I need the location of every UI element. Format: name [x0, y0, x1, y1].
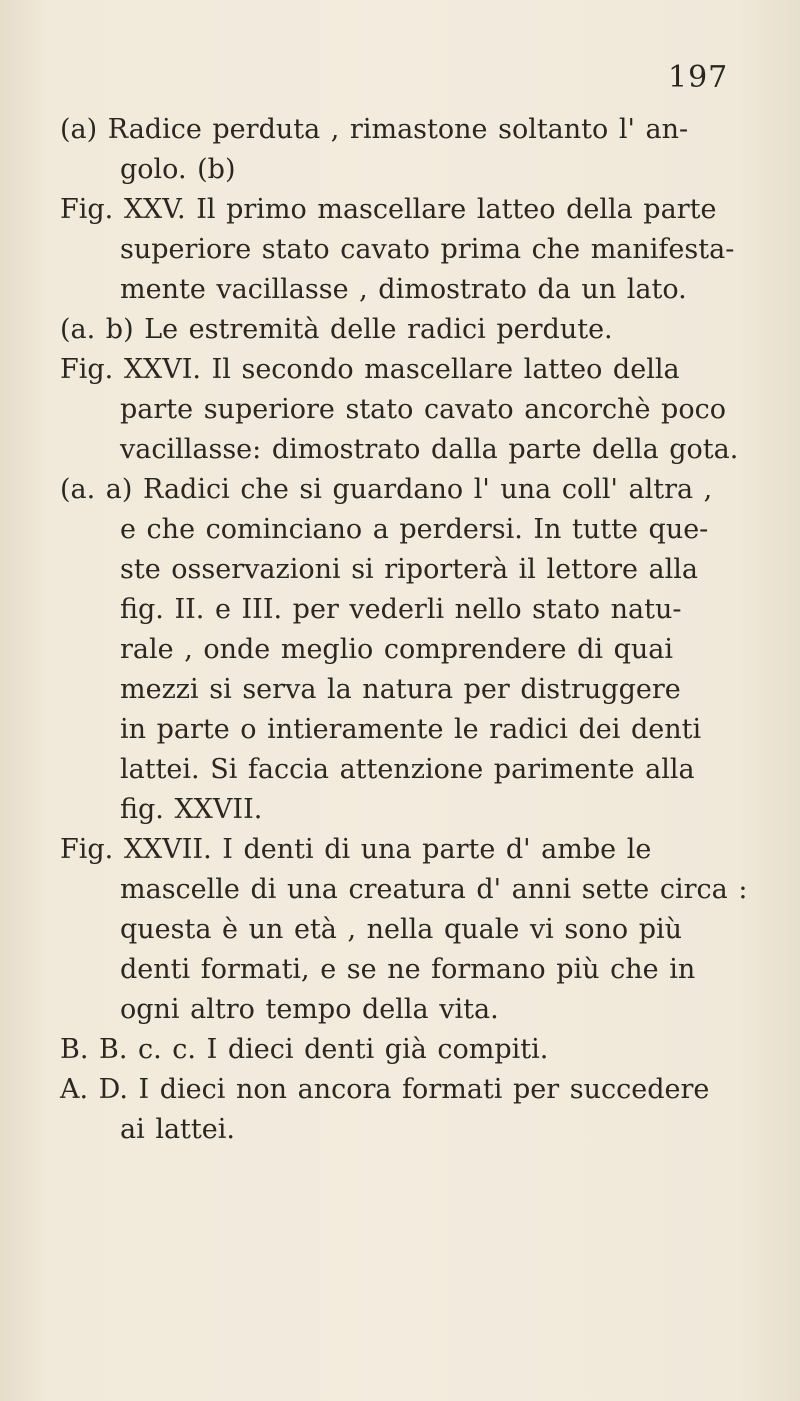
text-line-24: B. B. c. c. I dieci denti già compiti. — [60, 1034, 549, 1065]
text-line-21: questa è un età , nella quale vi sono più — [120, 914, 683, 945]
text-line-14: rale , onde meglio comprendere di quai — [120, 634, 674, 665]
page-text-block — [60, 110, 750, 1150]
text-line-12: ste osservazioni si riporterà il lettore alla — [120, 554, 699, 585]
text-line-8: parte superiore stato cavato ancorchè poco — [120, 394, 726, 425]
text-line-7: Fig. XXVI. Il secondo mascellare latteo della — [60, 354, 680, 385]
text-line-23: ogni altro tempo della vita. — [120, 994, 499, 1025]
text-line-25: A. D. I dieci non ancora formati per succedere — [60, 1074, 710, 1105]
text-line-18: fig. XXVII. — [120, 794, 263, 825]
text-line-20: mascelle di una creatura d' anni sette circa : — [120, 874, 748, 905]
page-number: 197 — [668, 60, 729, 95]
text-line-17: lattei. Si faccia attenzione parimente alla — [120, 754, 695, 785]
text-line-26: ai lattei. — [120, 1114, 235, 1145]
text-line-22: denti formati, e se ne formano più che in — [120, 954, 696, 985]
text-line-13: fig. II. e III. per vederli nello stato natu- — [120, 594, 682, 625]
text-line-10: (a. a) Radici che si guardano l' una coll' altra , — [60, 474, 713, 505]
text-line-2: golo. (b) — [120, 154, 236, 185]
text-line-5: mente vacillasse , dimostrato da un lato. — [120, 274, 687, 305]
text-line-3: Fig. XXV. Il primo mascellare latteo della parte — [60, 194, 717, 225]
text-line-11: e che cominciano a perdersi. In tutte que- — [120, 514, 709, 545]
text-line-19: Fig. XXVII. I denti di una parte d' ambe le — [60, 834, 652, 865]
text-line-1: (a) Radice perduta , rimastone soltanto l' an- — [60, 114, 689, 145]
text-line-9: vacillasse: dimostrato dalla parte della gota. — [120, 434, 739, 465]
text-line-16: in parte o intieramente le radici dei denti — [120, 714, 702, 745]
text-line-15: mezzi si serva la natura per distruggere — [120, 674, 681, 705]
text-line-6: (a. b) Le estremità delle radici perdute. — [60, 314, 613, 345]
text-line-4: superiore stato cavato prima che manifesta- — [120, 234, 735, 265]
